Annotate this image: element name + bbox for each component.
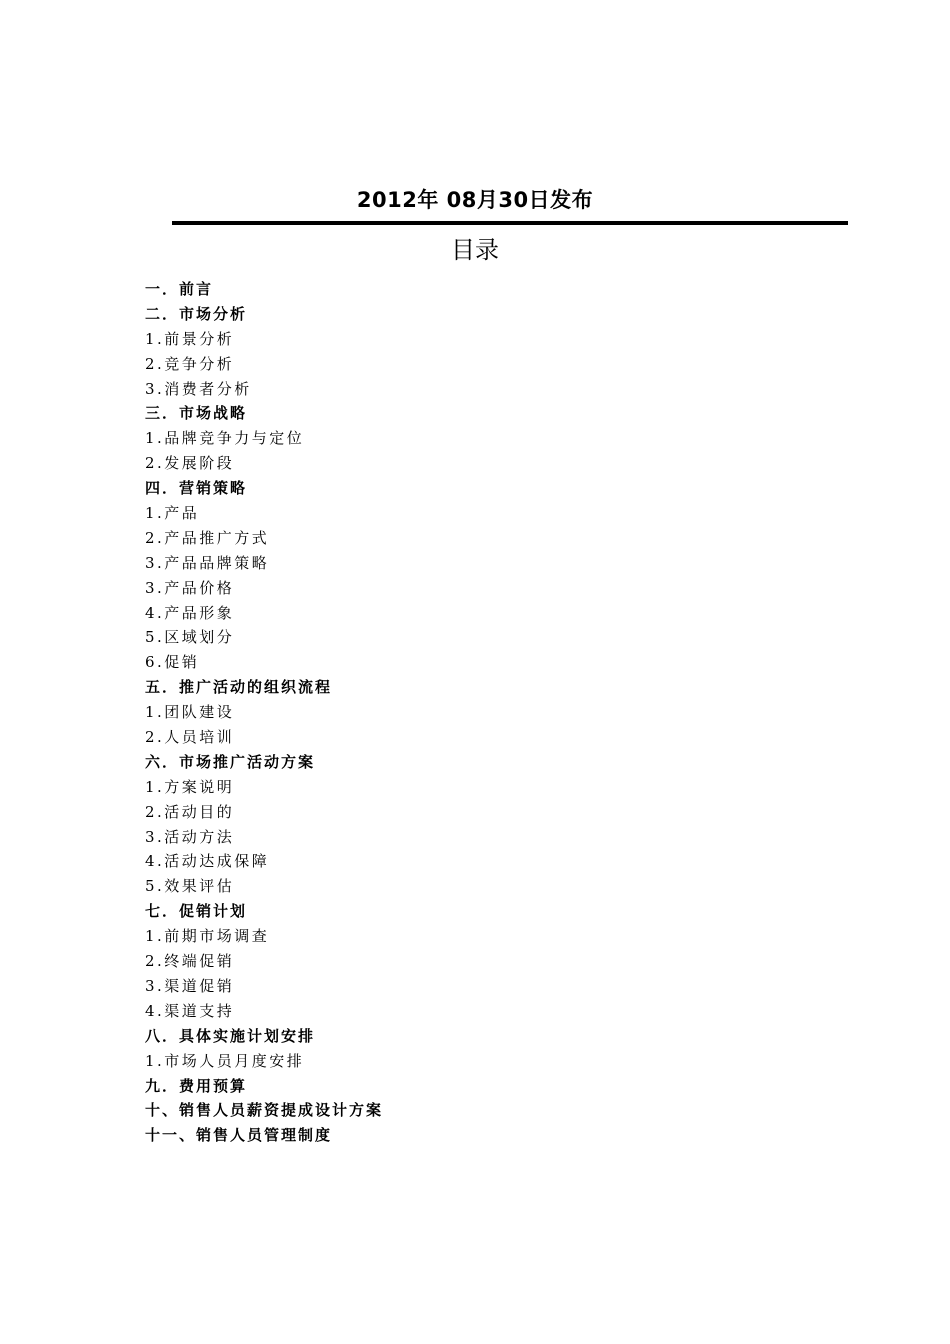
toc-heading: 九．费用预算 bbox=[145, 1076, 248, 1095]
toc-subitem: 1.前景分析 bbox=[145, 329, 235, 348]
toc-subitem: 3.产品价格 bbox=[145, 578, 235, 597]
toc-heading: 五．推广活动的组织流程 bbox=[145, 678, 333, 697]
toc-heading: 七．促销计划 bbox=[145, 902, 248, 921]
toc-subitem: 1.团队建设 bbox=[145, 703, 235, 722]
toc-heading: 十、销售人员薪资提成设计方案 bbox=[145, 1101, 384, 1120]
toc-subitem: 3.渠道促销 bbox=[145, 976, 235, 995]
horizontal-rule bbox=[172, 221, 848, 225]
toc-subitem: 4.渠道支持 bbox=[145, 1001, 235, 1020]
toc-heading: 一．前言 bbox=[145, 280, 214, 298]
toc-subitem: 1.方案说明 bbox=[145, 777, 235, 796]
toc-heading: 十一、销售人员管理制度 bbox=[145, 1126, 333, 1145]
toc-subitem: 2.竞争分析 bbox=[145, 354, 235, 373]
toc-heading: 八．具体实施计划安排 bbox=[145, 1026, 316, 1045]
toc-subitem: 1.前期市场调查 bbox=[145, 927, 270, 946]
toc-subitem: 3.活动方法 bbox=[145, 827, 235, 846]
toc-subitem: 2.终端促销 bbox=[145, 952, 235, 971]
toc-heading: 二．市场分析 bbox=[145, 304, 248, 323]
toc-heading: 三．市场战略 bbox=[145, 404, 248, 423]
toc-subitem: 4.活动达成保障 bbox=[145, 852, 270, 871]
table-of-contents bbox=[145, 277, 383, 1148]
toc-subitem: 3.产品品牌策略 bbox=[145, 553, 270, 572]
toc-heading: 四．营销策略 bbox=[145, 479, 248, 498]
toc-subitem: 5.区域划分 bbox=[145, 628, 235, 647]
toc-title: 目录 bbox=[451, 236, 499, 264]
toc-subitem: 2.发展阶段 bbox=[145, 454, 235, 473]
toc-subitem: 2.人员培训 bbox=[145, 728, 235, 747]
toc-subitem: 4.产品形象 bbox=[145, 603, 235, 622]
toc-subitem: 2.产品推广方式 bbox=[145, 528, 270, 547]
toc-subitem: 1.产品 bbox=[145, 504, 200, 523]
toc-subitem: 1.品牌竞争力与定位 bbox=[145, 429, 305, 448]
toc-heading: 六．市场推广活动方案 bbox=[145, 752, 316, 771]
publish-date: 2012年 08月30日发布 bbox=[356, 188, 594, 212]
toc-subitem: 6.促销 bbox=[145, 653, 200, 672]
toc-subitem: 2.活动目的 bbox=[145, 802, 235, 821]
toc-subitem: 1.市场人员月度安排 bbox=[145, 1051, 305, 1070]
toc-subitem: 3.消费者分析 bbox=[145, 379, 252, 398]
toc-subitem: 5.效果评估 bbox=[145, 877, 235, 896]
